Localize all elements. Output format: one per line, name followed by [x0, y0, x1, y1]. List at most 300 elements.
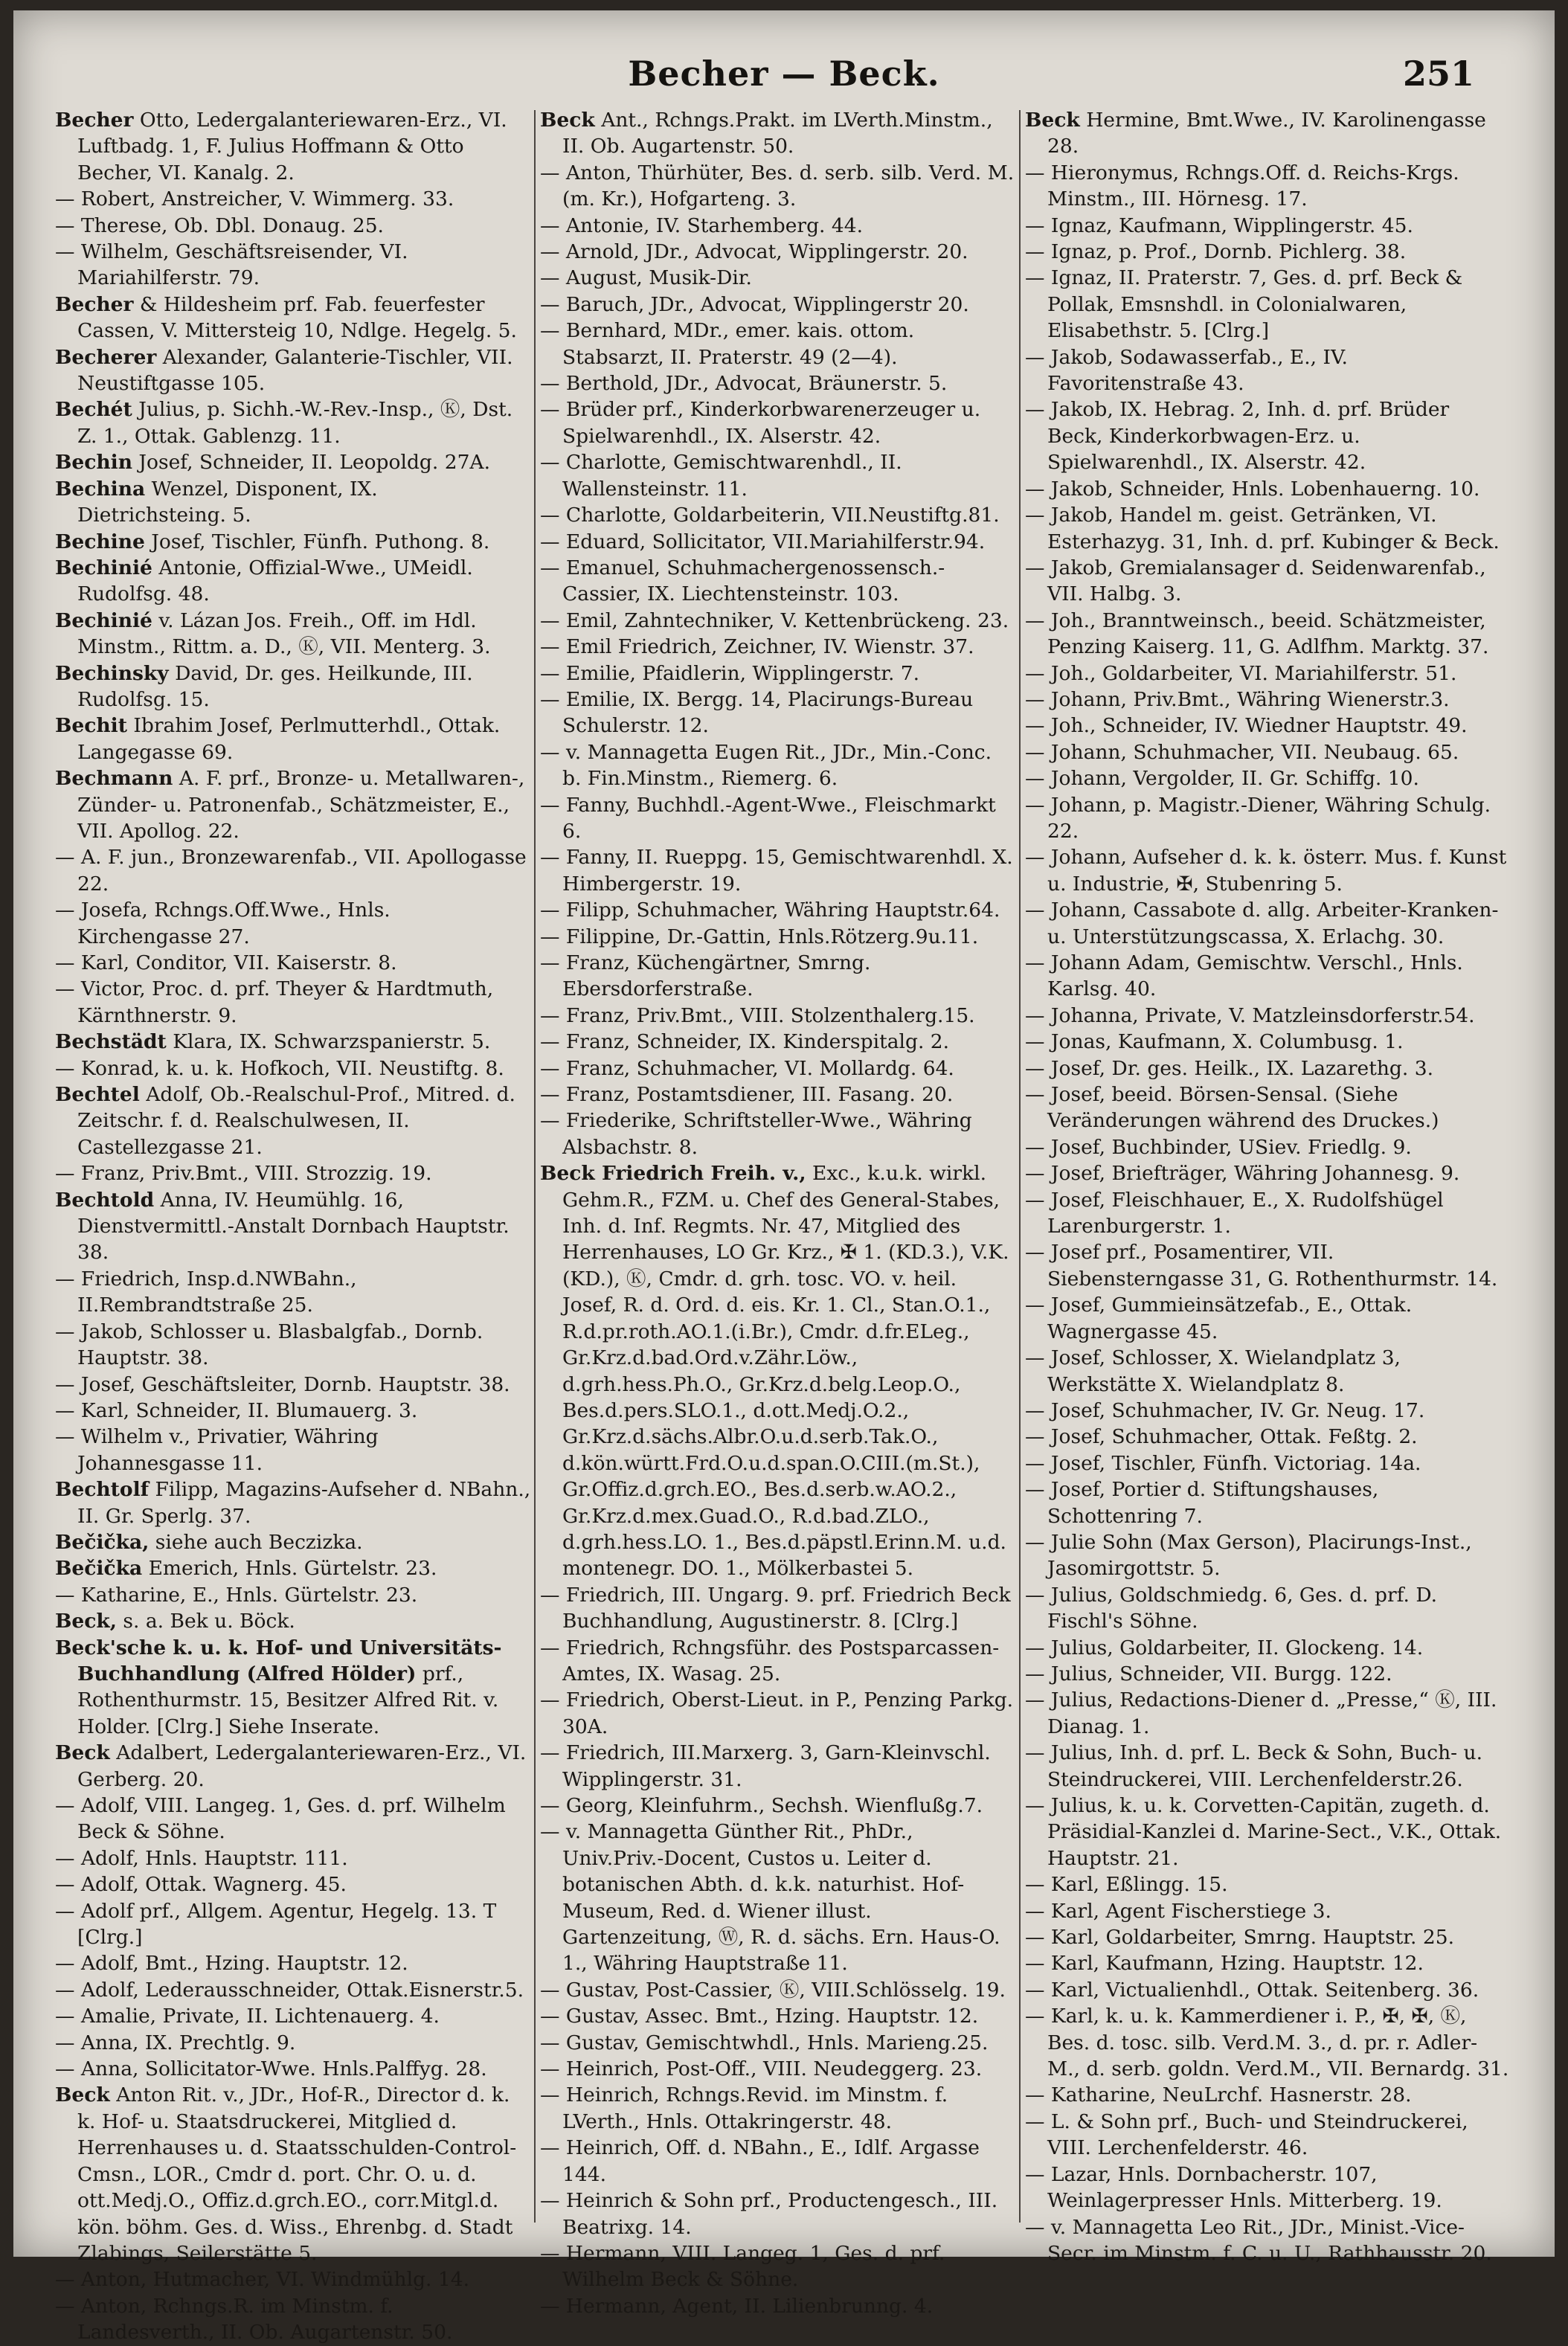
entry-text: — Wilhelm, Geschäftsreisender, VI. Mariahilferstr. 79.: [55, 240, 408, 290]
directory-entry: [540, 1082, 1016, 1108]
entry-text: — Fanny, Buchhdl.-Agent-Wwe., Fleischmarkt 6.: [540, 793, 996, 843]
entry-surname: Bečička: [55, 1557, 143, 1581]
directory-entry: [55, 1582, 531, 1608]
entry-text: — Johann, Priv.Bmt., Währing Wienerstr.3.: [1025, 687, 1450, 711]
page-number: 251: [1402, 54, 1474, 94]
directory-entry: [540, 502, 1016, 528]
entry-text: — Hieronymus, Rchngs.Off. d. Reichs-Krgs. Minstm., III. Hörnesg. 17.: [1025, 161, 1459, 211]
entry-text: — Karl, Goldarbeiter, Smrng. Hauptstr. 25.: [1025, 1926, 1455, 1950]
directory-entry: [1025, 396, 1510, 475]
directory-entry: [540, 529, 1016, 555]
entry-text: — Anton, Thürhüter, Bes. d. serb. silb. Verd. M. (m. Kr.), Hofgarteng. 3.: [540, 161, 1015, 211]
page-title: Becher — Beck.: [628, 54, 940, 94]
directory-entry: [1025, 1055, 1510, 1082]
directory-entry: [1025, 950, 1510, 1003]
directory-entry: [55, 2082, 531, 2266]
directory-entry: [1025, 1977, 1510, 2003]
directory-entry: [1025, 1160, 1510, 1186]
entry-text: — Julius, Goldschmiedg. 6, Ges. d. prf. D. Fischl's Söhne.: [1025, 1583, 1438, 1633]
entry-text: prf., Rothenthurmstr. 15, Besitzer Alfred Rit. v. Holder. [Clrg.] Siehe Inserate.: [77, 1662, 499, 1738]
entry-text: — Johann, Vergolder, II. Gr. Schiffg. 10.: [1025, 767, 1419, 791]
directory-entry: [540, 1055, 1016, 1082]
entry-text: — Josef, Briefträger, Währing Johannesg. 9.: [1025, 1162, 1460, 1186]
directory-entry: [1025, 1687, 1510, 1740]
entry-text: v. Lázan Jos. Freih., Off. im Hdl. Minstm., Rittm. a. D., Ⓚ, VII. Menterg. 3.: [77, 608, 491, 659]
page-header: [13, 54, 1555, 106]
entry-surname: Bečička,: [55, 1530, 150, 1554]
directory-entry: [55, 765, 531, 844]
entry-text: — Johann, p. Magistr.-Diener, Währing Schulg. 22.: [1025, 793, 1491, 843]
directory-entry: [540, 1003, 1016, 1029]
directory-entry: [1025, 2003, 1510, 2082]
entry-text: — Friedrich, III.Marxerg. 3, Garn-Kleinvschl. Wipplingerstr. 31.: [540, 1741, 991, 1791]
directory-entry: [1025, 765, 1510, 791]
entry-text: — Ignaz, Kaufmann, Wipplingerstr. 45.: [1025, 213, 1413, 237]
entry-text: — Anna, Sollicitator-Wwe. Hnls.Palffyg. 28.: [55, 2057, 487, 2081]
entry-text: — Franz, Postamtsdiener, III. Fasang. 20.: [540, 1083, 954, 1107]
directory-entry: [1025, 1003, 1510, 1029]
directory-entry: [1025, 1476, 1510, 1529]
entry-text: — Karl, Conditor, VII. Kaiserstr. 8.: [55, 951, 397, 974]
entry-surname: Beck: [55, 1741, 110, 1765]
entry-text: — Josef, Schlosser, X. Wielandplatz 3, Werkstätte X. Wielandplatz 8.: [1025, 1346, 1401, 1396]
entry-text: — Josef, Schuhmacher, Ottak. Feßtg. 2.: [1025, 1425, 1418, 1449]
directory-entry: [540, 2030, 1016, 2056]
directory-entry: [1025, 1187, 1510, 1240]
directory-entry: [55, 2056, 531, 2082]
directory-entry: [540, 1582, 1016, 1635]
entry-surname: Becher: [55, 109, 134, 132]
entry-text: — Karl, Agent Fischerstiege 3.: [1025, 1899, 1331, 1923]
directory-entry: [1025, 1950, 1510, 1976]
directory-entry: [540, 1977, 1016, 2003]
entry-text: — Franz, Priv.Bmt., VIII. Strozzig. 19.: [55, 1162, 432, 1186]
entry-text: — Julius, Inh. d. prf. L. Beck & Sohn, Buch- u. Steindruckerei, VIII. Lerchenfelderstr.26.: [1025, 1741, 1483, 1791]
directory-entry: [540, 107, 1016, 160]
entry-text: — Heinrich, Post-Off., VIII. Neudeggerg. 23.: [540, 2057, 983, 2081]
entry-surname: Beck Friedrich Freih. v.,: [540, 1162, 806, 1186]
directory-entry: [55, 186, 531, 212]
directory-entry: [540, 950, 1016, 1003]
directory-entry: [55, 1266, 531, 1319]
entry-text: — Lazar, Hnls. Dornbacherstr. 107, Weinlagerpresser Hnls. Mitterberg. 19.: [1025, 2162, 1442, 2213]
directory-entry: [55, 1555, 531, 1581]
entry-text: — Emilie, IX. Bergg. 14, Placirungs-Bureau Schulerstr. 12.: [540, 687, 974, 738]
entry-text: — Therese, Ob. Dbl. Donaug. 25.: [55, 213, 384, 237]
directory-entry: [55, 1160, 531, 1186]
directory-entry: [55, 950, 531, 976]
directory-entry: [1025, 1345, 1510, 1398]
directory-entry: [1025, 2162, 1510, 2214]
directory-entry: [540, 1793, 1016, 1819]
entry-text: — Berthold, JDr., Advocat, Bräunerstr. 5.: [540, 372, 948, 396]
directory-entry: [55, 1187, 531, 1266]
entry-text: — Heinrich & Sohn prf., Productengesch., III. Beatrixg. 14.: [540, 2189, 998, 2239]
directory-page: [13, 10, 1555, 2345]
entry-text: — Karl, Kaufmann, Hzing. Hauptstr. 12.: [1025, 1952, 1424, 1976]
directory-entry: [1025, 2109, 1510, 2162]
entry-text: — August, Musik-Dir.: [540, 266, 752, 290]
entry-text: — Ignaz, p. Prof., Dornb. Pichlerg. 38.: [1025, 240, 1407, 264]
directory-entry: [540, 449, 1016, 502]
directory-entry: [55, 1950, 531, 1976]
entry-text: — Fanny, II. Rueppg. 15, Gemischtwarenhdl. X. Himbergerstr. 19.: [540, 846, 1013, 896]
column-rule: [534, 110, 536, 2223]
entry-text: — Joh., Schneider, IV. Wiedner Hauptstr. 49.: [1025, 714, 1468, 738]
entry-text: Anton Rit. v., JDr., Hof-R., Director d. k. k. Hof- u. Staatsdruckerei, Mitglied d. Herrenhauses u. d. Staatsschulden-Control-Cmsn., LOR., Cmdr d. port. Chr. O. u. d. ott.Medj.O., Offiz.d.grch.EO., corr.Mitgl.d. kön. böhm. Ges. d. Wiss., Ehrenbg. d. Stadt Zlabings, Seilerstätte 5.: [77, 2083, 517, 2265]
directory-entry: [540, 2082, 1016, 2135]
directory-entry: [1025, 2214, 1510, 2267]
entry-text: — Josef, Tischler, Fünfh. Victoriag. 14a.: [1025, 1451, 1421, 1475]
entry-text: Josef, Tischler, Fünfh. Puthong. 8.: [144, 530, 490, 553]
directory-entry: [55, 713, 531, 765]
entry-surname: Beck,: [55, 1610, 117, 1633]
directory-entry: [540, 160, 1016, 213]
entry-text: — Franz, Priv.Bmt., VIII. Stolzenthalerg.15.: [540, 1003, 975, 1027]
directory-entry: [1025, 555, 1510, 608]
directory-entry: [1025, 1134, 1510, 1160]
entry-text: Klara, IX. Schwarzspanierstr. 5.: [166, 1030, 491, 1054]
directory-entry: [55, 608, 531, 661]
directory-entry: [1025, 107, 1510, 160]
directory-entry: [55, 213, 531, 239]
directory-entry: [55, 344, 531, 397]
entry-text: — Georg, Kleinfuhrm., Sechsh. Wienflußg.7.: [540, 1794, 983, 1817]
entry-text: — Jakob, Gremialansager d. Seidenwarenfab., VII. Halbg. 3.: [1025, 556, 1486, 606]
entry-text: — Franz, Küchengärtner, Smrng. Ebersdorferstraße.: [540, 951, 871, 1001]
entry-text: — Katharine, NeuLrchf. Hasnerstr. 28.: [1025, 2083, 1412, 2107]
entry-surname: Bechtold: [55, 1188, 155, 1212]
entry-text: — Friedrich, III. Ungarg. 9. prf. Friedrich Beck Buchhandlung, Augustinerstr. 8. [Clrg.]: [540, 1583, 1011, 1633]
entry-text: Exc., k.u.k. wirkl. Gehm.R., FZM. u. Chef des General-Stabes, Inh. d. Inf. Regmts. Nr. 47, Mitglied des Herrenhauses, LO Gr. Krz., ✠ 1. (KD.3.), V.K. (KD.), Ⓚ, Cmdr. d. grh. tosc. VO. v. heil. Josef, R. d. Ord. d. eis. Kr. 1. Cl., Stan.O.1., R.d.pr.roth.AO.1.(i.Br.), Cmdr. d.fr.ELeg., Gr.Krz.d.bad.Ord.v.Zähr.Löw., d.grh.hess.Ph.O., Gr.Krz.d.belg.Leop.O., Bes.d.pers.SLO.1., d.ott.Medj.O.2., Gr.Krz.d.sächs.Albr.O.u.d.serb.Tak.O., d.kön.württ.Frd.O.u.d.span.O.CIII.(m.St.), Gr.Offiz.d.grch.EO., Bes.d.serb.w.AO.2., Gr.Krz.d.mex.Guad.O., R.d.bad.ZLO., d.grh.hess.LO. 1., Bes.d.päpstl.Erinn.M. u.d. montenegr. DO. 1., Mölkerbastei 5.: [562, 1162, 1009, 1581]
entry-text: — Jakob, Schneider, Hnls. Lobenhauerng. 10.: [1025, 477, 1480, 501]
entry-text: Julius, p. Sichh.-W.-Rev.-Insp., Ⓚ, Dst. Z. 1., Ottak. Gablenzg. 11.: [77, 398, 513, 448]
entry-text: — Julius, Schneider, VII. Burgg. 122.: [1025, 1662, 1392, 1685]
entry-surname: Bechinié: [55, 608, 152, 632]
entry-text: — Joh., Branntweinsch., beeid. Schätzmeister, Penzing Kaiserg. 11, G. Adlfhm. Marktg. 37.: [1025, 608, 1489, 659]
directory-entry: [1025, 160, 1510, 213]
entry-surname: Bechinié: [55, 556, 152, 579]
entry-text: — Karl, Schneider, II. Blumauerg. 3.: [55, 1398, 418, 1422]
directory-entry: [1025, 713, 1510, 739]
entry-surname: Bechtolf: [55, 1478, 150, 1502]
directory-entry: [540, 2003, 1016, 2029]
directory-entry: [55, 1871, 531, 1897]
entry-text: — Gustav, Gemischtwhdl., Hnls. Marieng.25.: [540, 2031, 989, 2054]
entry-surname: Beck: [540, 109, 595, 132]
entry-text: — Jakob, Handel m. geist. Getränken, VI. Esterhazyg. 31, Inh. d. prf. Kubinger & Beck.: [1025, 504, 1500, 553]
entry-text: Ant., Rchngs.Prakt. im LVerth.Minstm., II. Ob. Augartenstr. 50.: [562, 109, 993, 158]
directory-entry: [540, 2240, 1016, 2293]
directory-entry: [55, 1608, 531, 1634]
directory-entry: [55, 396, 531, 449]
entry-surname: Becherer: [55, 345, 157, 369]
entry-text: Filipp, Magazins-Aufseher d. NBahn., II. Gr. Sperlg. 37.: [77, 1478, 531, 1528]
directory-entry: [55, 1319, 531, 1372]
directory-entry: [1025, 1924, 1510, 1950]
entry-text: — Adolf, Ottak. Wagnerg. 45.: [55, 1873, 347, 1897]
entry-surname: Bechstädt: [55, 1030, 167, 1054]
entry-text: — Jakob, IX. Hebrag. 2, Inh. d. prf. Brüder Beck, Kinderkorbwagen-Erz. u. Spielwarenhdl., IX. Alserstr. 42.: [1025, 398, 1450, 475]
directory-entry: [1025, 792, 1510, 845]
directory-entry: [540, 292, 1016, 318]
entry-text: — Josef, Fleischhauer, E., X. Rudolfshügel Larenburgerstr. 1.: [1025, 1188, 1444, 1238]
directory-entry: [540, 370, 1016, 396]
directory-entry: [55, 1424, 531, 1476]
entry-text: — Josef, beeid. Börsen-Sensal. (Siehe Veränderungen während des Druckes.): [1025, 1083, 1439, 1133]
entry-text: — Karl, k. u. k. Kammerdiener i. P., ✠, ✠, Ⓚ, Bes. d. tosc. silb. Verd.M. 3., d. pr. r. Adler-M., d. serb. goldn. Verd.M., VII. Bernardg. 31.: [1025, 2005, 1509, 2081]
directory-entry: [1025, 1582, 1510, 1635]
entry-text: — Arnold, JDr., Advocat, Wipplingerstr. 20.: [540, 240, 968, 264]
entry-text: — Franz, Schneider, IX. Kinderspitalg. 2.: [540, 1030, 950, 1054]
directory-entry: [55, 2293, 531, 2346]
entry-text: — Josef, Gummieinsätzefab., E., Ottak. Wagnergasse 45.: [1025, 1293, 1413, 1343]
directory-entry: [55, 555, 531, 608]
directory-entry: [540, 661, 1016, 687]
entry-text: — Adolf, Bmt., Hzing. Hauptstr. 12.: [55, 1952, 408, 1976]
entry-surname: Becher: [55, 292, 134, 316]
entry-text: — L. & Sohn prf., Buch- und Steindruckerei, VIII. Lerchenfelderstr. 46.: [1025, 2109, 1468, 2160]
directory-entry: [1025, 239, 1510, 265]
directory-entry: [55, 1793, 531, 1845]
directory-entry: [540, 396, 1016, 449]
directory-entry: [1025, 844, 1510, 897]
directory-entry: [1025, 1029, 1510, 1055]
entry-text: — Friedrich, Rchngsführ. des Postsparcassen-Amtes, IX. Wasag. 25.: [540, 1636, 1000, 1685]
entry-text: — Josefa, Rchngs.Off.Wwe., Hnls. Kirchengasse 27.: [55, 899, 391, 948]
directory-entry: [1025, 1424, 1510, 1450]
directory-entry: [540, 239, 1016, 265]
directory-entry: [540, 1635, 1016, 1688]
directory-entry: [540, 739, 1016, 792]
directory-entry: [55, 2266, 531, 2292]
directory-entry: [1025, 897, 1510, 950]
entry-text: siehe auch Beczizka.: [149, 1530, 363, 1554]
entry-surname: Beck'sche k. u. k. Hof- und Universitäts-Buchhandlung (Alfred Hölder): [55, 1636, 502, 1685]
entry-text: — Adolf, Lederausschneider, Ottak.Eisnerstr.5.: [55, 1978, 524, 2002]
entry-text: — Jonas, Kaufmann, X. Columbusg. 1.: [1025, 1030, 1404, 1054]
directory-entry: [55, 1029, 531, 1055]
directory-entry: [540, 2188, 1016, 2240]
entry-surname: Beck: [55, 2083, 110, 2107]
entry-surname: Bechin: [55, 451, 132, 475]
directory-entry: [1025, 1082, 1510, 1134]
entry-text: — Jakob, Schlosser u. Blasbalgfab., Dornb. Hauptstr. 38.: [55, 1320, 483, 1370]
entry-surname: Bechmann: [55, 767, 173, 791]
directory-entry: [55, 1082, 531, 1160]
entry-text: — Anna, IX. Prechtlg. 9.: [55, 2031, 296, 2054]
directory-entry: [55, 897, 531, 950]
entry-text: — Antonie, IV. Starhemberg. 44.: [540, 213, 864, 237]
directory-entry: [540, 2056, 1016, 2082]
entry-surname: Bechit: [55, 714, 127, 738]
directory-entry: [55, 1740, 531, 1793]
directory-entry: [1025, 1239, 1510, 1292]
entry-text: — Friedrich, Oberst-Lieut. in P., Penzing Parkg. 30A.: [540, 1688, 1014, 1738]
entry-text: Josef, Schneider, II. Leopoldg. 27A.: [132, 451, 490, 475]
directory-entry: [540, 2293, 1016, 2319]
entry-text: David, Dr. ges. Heilkunde, III. Rudolfsg. 15.: [77, 661, 473, 711]
directory-entry: [55, 1476, 531, 1529]
directory-entry: [55, 1977, 531, 2003]
entry-text: — Charlotte, Gemischtwarenhdl., II. Wallensteinstr. 11.: [540, 451, 902, 501]
column-3: [1025, 107, 1510, 2265]
directory-entry: [1025, 2082, 1510, 2108]
entry-text: — Hermann, Agent, II. Lilienbrunng. 4.: [540, 2294, 934, 2318]
entry-text: — Emilie, Pfaidlerin, Wipplingerstr. 7.: [540, 661, 920, 685]
column-2: [540, 107, 1016, 2318]
entry-text: — Joh., Goldarbeiter, VI. Mariahilferstr. 51.: [1025, 661, 1457, 685]
entry-text: Otto, Ledergalanteriewaren-Erz., VI. Luftbadg. 1, F. Julius Hoffmann & Otto Becher, VI. Kanalg. 2.: [77, 109, 507, 184]
entry-text: — Adolf prf., Allgem. Agentur, Hegelg. 13. T [Clrg.]: [55, 1899, 497, 1950]
directory-entry: [1025, 1450, 1510, 1476]
directory-entry: [1025, 1292, 1510, 1345]
directory-entry: [1025, 265, 1510, 344]
entry-text: — Filippine, Dr.-Gattin, Hnls.Rötzerg.9u.11.: [540, 925, 979, 948]
directory-entry: [540, 1740, 1016, 1793]
entry-text: Adolf, Ob.-Realschul-Prof., Mitred. d. Zeitschr. f. d. Realschulwesen, II. Castellezgasse 21.: [77, 1083, 515, 1159]
column-rule: [1019, 110, 1021, 2223]
directory-entry: [55, 2003, 531, 2029]
entry-text: — Emil Friedrich, Zeichner, IV. Wienstr. 37.: [540, 635, 974, 659]
directory-entry: [1025, 1740, 1510, 1793]
entry-text: — Johann, Schuhmacher, VII. Neubaug. 65.: [1025, 740, 1459, 764]
directory-entry: [55, 1055, 531, 1082]
entry-text: — Emil, Zahntechniker, V. Kettenbrückeng. 23.: [540, 608, 1009, 632]
entry-text: — Konrad, k. u. k. Hofkoch, VII. Neustiftg. 8.: [55, 1056, 504, 1080]
entry-text: — Anton, Hutmacher, VI. Windmühlg. 14.: [55, 2268, 470, 2292]
entry-text: — Victor, Proc. d. prf. Theyer & Hardtmuth, Kärnthnerstr. 9.: [55, 977, 494, 1027]
directory-entry: [540, 1160, 1016, 1582]
directory-entry: [540, 1819, 1016, 1976]
entry-text: Adalbert, Ledergalanteriewaren-Erz., VI. Gerberg. 20.: [77, 1741, 527, 1791]
directory-entry: [55, 1529, 531, 1555]
entry-text: — v. Mannagetta Eugen Rit., JDr., Min.-Conc. b. Fin.Minstm., Riemerg. 6.: [540, 740, 992, 791]
entry-text: — Johann Adam, Gemischtw. Verschl., Hnls. Karlsg. 40.: [1025, 951, 1463, 1001]
directory-entry: [55, 1845, 531, 1871]
directory-entry: [1025, 476, 1510, 502]
directory-entry: [1025, 1529, 1510, 1582]
directory-entry: [55, 1898, 531, 1951]
entry-text: — Karl, Victualienhdl., Ottak. Seitenberg. 36.: [1025, 1978, 1479, 2002]
directory-entry: [540, 844, 1016, 897]
directory-entry: [540, 265, 1016, 291]
entry-text: s. a. Bek u. Böck.: [116, 1610, 295, 1633]
entry-text: Emerich, Hnls. Gürtelstr. 23.: [142, 1557, 437, 1581]
entry-text: — Wilhelm v., Privatier, Währing Johannesgasse 11.: [55, 1425, 379, 1475]
entry-text: — Johanna, Private, V. Matzleinsdorferstr.54.: [1025, 1003, 1475, 1027]
directory-entry: [1025, 608, 1510, 661]
directory-entry: [540, 318, 1016, 370]
entry-text: — Ignaz, II. Praterstr. 7, Ges. d. prf. Beck & Pollak, Emsnshdl. in Colonialwaren, Elisabethstr. 5. [Clrg.]: [1025, 266, 1463, 343]
directory-entry: [540, 634, 1016, 660]
directory-entry: [1025, 739, 1510, 765]
entry-text: Wenzel, Disponent, IX. Dietrichsteing. 5.: [77, 477, 378, 527]
directory-entry: [540, 608, 1016, 634]
directory-entry: [1025, 502, 1510, 555]
directory-entry: [540, 555, 1016, 608]
entry-surname: Beck: [1025, 109, 1080, 132]
directory-entry: [55, 976, 531, 1029]
directory-entry: [540, 2135, 1016, 2188]
directory-entry: [55, 529, 531, 555]
entry-text: — Eduard, Sollicitator, VII.Mariahilferstr.94.: [540, 530, 986, 553]
entry-text: Ibrahim Josef, Perlmutterhdl., Ottak. Langegasse 69.: [77, 714, 501, 764]
entry-text: — Robert, Anstreicher, V. Wimmerg. 33.: [55, 187, 454, 211]
entry-surname: Bechina: [55, 477, 146, 501]
entry-text: — Heinrich, Off. d. NBahn., E., Idlf. Argasse 144.: [540, 2136, 980, 2186]
entry-text: — Josef, Schuhmacher, IV. Gr. Neug. 17.: [1025, 1398, 1425, 1422]
directory-entry: [1025, 344, 1510, 397]
entry-text: — Katharine, E., Hnls. Gürtelstr. 23.: [55, 1583, 418, 1607]
entry-text: — Julius, Redactions-Diener d. „Presse,“ Ⓚ, III. Dianag. 1.: [1025, 1688, 1497, 1738]
directory-entry: [1025, 687, 1510, 713]
directory-entry: [55, 2030, 531, 2056]
entry-text: & Hildesheim prf. Fab. feuerfester Cassen, V. Mittersteig 10, Ndlge. Hegelg. 5.: [77, 292, 517, 343]
entry-text: — Bernhard, MDr., emer. kais. ottom. Stabsarzt, II. Praterstr. 49 (2—4).: [540, 319, 915, 369]
directory-entry: [1025, 661, 1510, 687]
entry-text: — Josef, Portier d. Stiftungshauses, Schottenring 7.: [1025, 1478, 1379, 1528]
entry-text: Antonie, Offizial-Wwe., UMeidl. Rudolfsg. 48.: [77, 556, 473, 606]
entry-text: Alexander, Galanterie-Tischler, VII. Neustiftgasse 105.: [77, 345, 513, 396]
directory-entry: [55, 449, 531, 475]
entry-text: — Julius, Goldarbeiter, II. Glockeng. 14.: [1025, 1636, 1424, 1659]
directory-entry: [55, 476, 531, 529]
directory-entry: [540, 213, 1016, 239]
column-1: [55, 107, 531, 2345]
directory-entry: [1025, 1635, 1510, 1661]
directory-entry: [1025, 1398, 1510, 1424]
entry-surname: Bechtel: [55, 1083, 140, 1107]
entry-text: — Friedrich, Insp.d.NWBahn., II.Rembrandtstraße 25.: [55, 1267, 357, 1317]
directory-entry: [540, 897, 1016, 923]
entry-text: — Jakob, Sodawasserfab., E., IV. Favoritenstraße 43.: [1025, 345, 1348, 396]
entry-text: — Filipp, Schuhmacher, Währing Hauptstr.64.: [540, 899, 1000, 922]
directory-entry: [1025, 1871, 1510, 1897]
entry-text: — Adolf, Hnls. Hauptstr. 111.: [55, 1846, 348, 1870]
entry-text: — v. Mannagetta Günther Rit., PhDr., Univ.Priv.-Docent, Custos u. Leiter d. botanischen Abth. d. k.k. naturhist. Hof-Museum, Red. d. Wiener illust. Gartenzeitung, Ⓦ, R. d. sächs. Ern. Haus-O. 1., Währing Hauptstraße 11.: [540, 1820, 1000, 1976]
entry-text: — Gustav, Post-Cassier, Ⓚ, VIII.Schlösselg. 19.: [540, 1978, 1006, 2002]
entry-text: — Franz, Schuhmacher, VI. Mollardg. 64.: [540, 1056, 954, 1080]
entry-text: — Josef, Dr. ges. Heilk., IX. Lazarethg. 3.: [1025, 1056, 1434, 1080]
entry-text: — Baruch, JDr., Advocat, Wipplingerstr 20.: [540, 292, 969, 316]
entry-text: — Hermann, VIII. Langeg. 1, Ges. d. prf. Wilhelm Beck & Söhne.: [540, 2241, 945, 2292]
entry-text: — Amalie, Private, II. Lichtenauerg. 4.: [55, 2005, 440, 2028]
directory-entry: [55, 844, 531, 897]
entry-text: — Josef, Geschäftsleiter, Dornb. Hauptstr. 38.: [55, 1372, 510, 1396]
directory-entry: [1025, 1661, 1510, 1687]
entry-text: — Charlotte, Goldarbeiterin, VII.Neustiftg.81.: [540, 504, 1000, 527]
entry-text: — A. F. jun., Bronzewarenfab., VII. Apollogasse 22.: [55, 846, 527, 896]
entry-text: — Julius, k. u. k. Corvetten-Capitän, zugeth. d. Präsidial-Kanzlei d. Marine-Sect., V.K., Ottak. Hauptstr. 21.: [1025, 1794, 1502, 1870]
directory-entry: [55, 1398, 531, 1424]
entry-text: — Brüder prf., Kinderkorbwarenerzeuger u. Spielwarenhdl., IX. Alserstr. 42.: [540, 398, 981, 448]
directory-entry: [55, 661, 531, 713]
entry-surname: Bechine: [55, 530, 145, 553]
directory-entry: [540, 1687, 1016, 1740]
directory-entry: [540, 792, 1016, 845]
entry-text: — Josef prf., Posamentirer, VII. Siebensterngasse 31, G. Rothenthurmstr. 14.: [1025, 1241, 1498, 1291]
entry-surname: Bechét: [55, 398, 132, 422]
directory-entry: [1025, 1793, 1510, 1871]
directory-entry: [55, 107, 531, 186]
directory-entry: [540, 924, 1016, 950]
entry-text: Hermine, Bmt.Wwe., IV. Karolinengasse 28.: [1047, 109, 1486, 158]
entry-text: — Julie Sohn (Max Gerson), Placirungs-Inst., Jasomirgottstr. 5.: [1025, 1530, 1472, 1581]
directory-entry: [540, 687, 1016, 739]
directory-entry: [55, 239, 531, 292]
directory-entry: [1025, 213, 1510, 239]
